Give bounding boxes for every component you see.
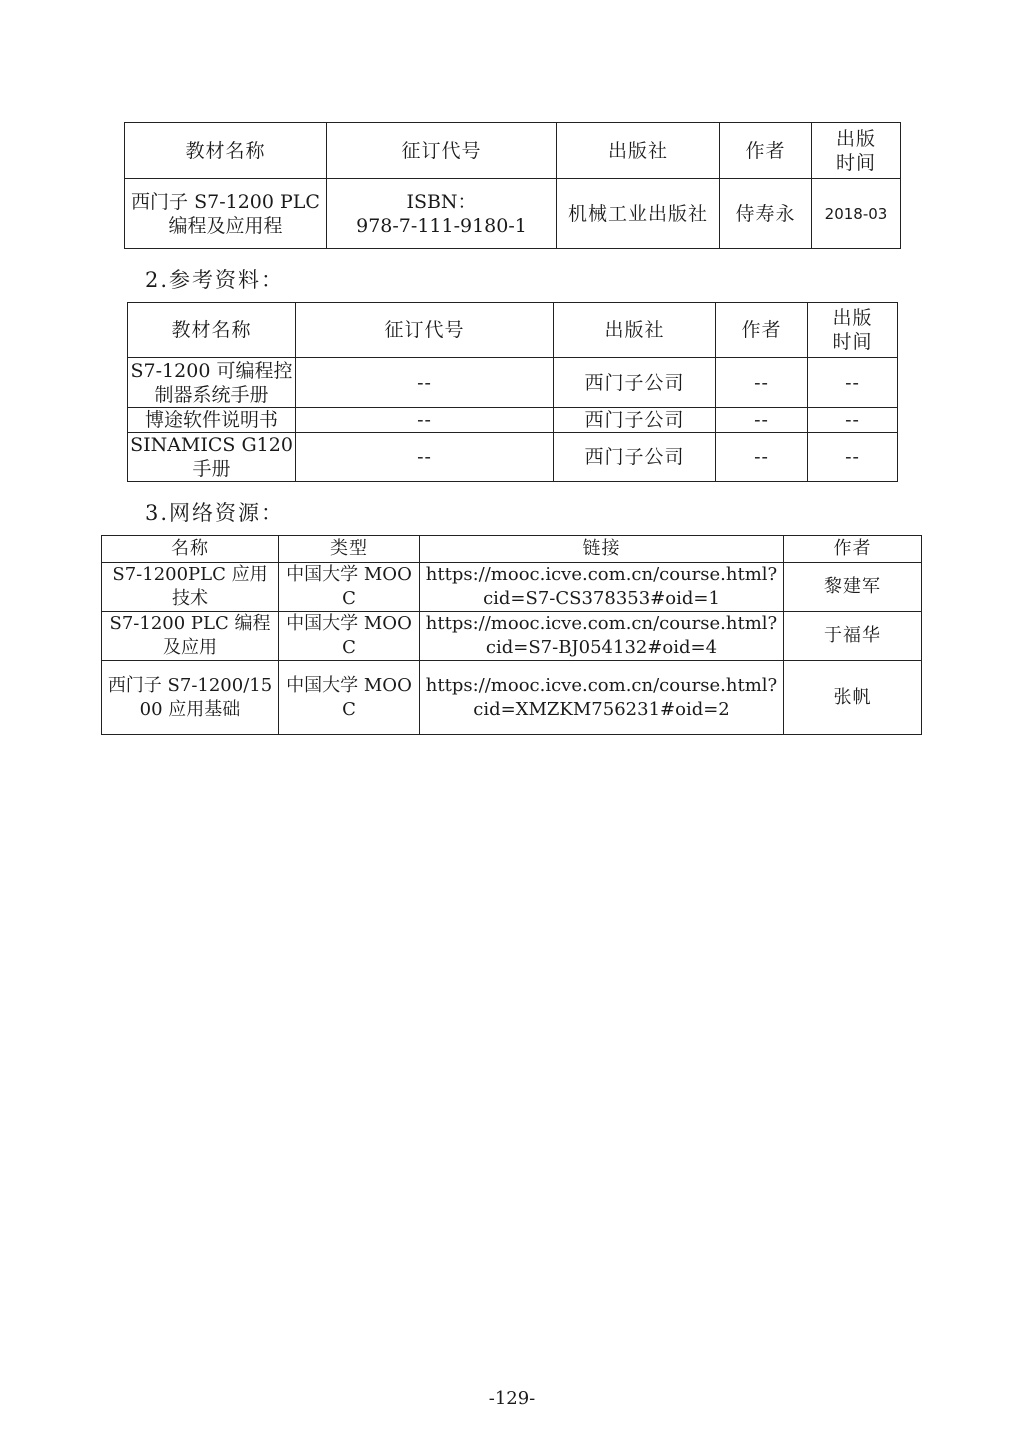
table-row xyxy=(102,612,922,661)
cell-publish-date: -- xyxy=(808,433,898,482)
cell-textbook-name: SINAMICS G120 手册 xyxy=(128,433,296,482)
cell-publisher: 西门子公司 xyxy=(554,433,716,482)
header-textbook-name: 教材名称 xyxy=(128,303,296,358)
header-publisher: 出版社 xyxy=(557,123,720,179)
references-table xyxy=(127,302,898,482)
table-row xyxy=(128,358,898,408)
cell-author: 张帆 xyxy=(784,661,922,735)
cell-author: -- xyxy=(716,433,808,482)
header-link: 链接 xyxy=(420,536,784,563)
cell-resource-type: 中国大学 MOOC xyxy=(279,563,420,612)
header-order-code: 征订代号 xyxy=(327,123,557,179)
cell-author: -- xyxy=(716,408,808,433)
page-number: -129- xyxy=(488,1388,536,1409)
header-publish-date: 出版 时间 xyxy=(812,123,901,179)
header-author: 作者 xyxy=(784,536,922,563)
cell-resource-type: 中国大学 MOOC xyxy=(279,612,420,661)
cell-author: 黎建军 xyxy=(784,563,922,612)
cell-author: 于福华 xyxy=(784,612,922,661)
header-type: 类型 xyxy=(279,536,420,563)
resource-link[interactable]: https://mooc.icve.com.cn/course.html?cid=S7-CS378353#oid=1 xyxy=(420,563,784,612)
header-author: 作者 xyxy=(716,303,808,358)
table-row xyxy=(102,661,922,735)
header-textbook-name: 教材名称 xyxy=(125,123,327,179)
textbook-table xyxy=(124,122,901,249)
cell-order-code: -- xyxy=(296,433,554,482)
table-row xyxy=(102,563,922,612)
header-name: 名称 xyxy=(102,536,279,563)
header-publisher: 出版社 xyxy=(554,303,716,358)
cell-publish-date: -- xyxy=(808,408,898,433)
cell-isbn: ISBN： 978-7-111-9180-1 xyxy=(327,179,557,249)
cell-publish-date: 2018-03 xyxy=(812,179,901,249)
online-resources-heading: 3.网络资源： xyxy=(145,501,285,525)
cell-resource-type: 中国大学 MOOC xyxy=(279,661,420,735)
cell-author: -- xyxy=(716,358,808,408)
header-publish-date: 出版 时间 xyxy=(808,303,898,358)
table-row xyxy=(128,433,898,482)
table-header-row xyxy=(128,303,898,358)
cell-order-code: -- xyxy=(296,408,554,433)
table-row xyxy=(125,179,901,249)
online-resources-table xyxy=(101,535,922,735)
cell-order-code: -- xyxy=(296,358,554,408)
resource-link[interactable]: https://mooc.icve.com.cn/course.html?cid=XMZKM756231#oid=2 xyxy=(420,661,784,735)
cell-publisher: 机械工业出版社 xyxy=(557,179,720,249)
table-header-row xyxy=(102,536,922,563)
header-author: 作者 xyxy=(720,123,812,179)
table-row xyxy=(128,408,898,433)
cell-textbook-name: 博途软件说明书 xyxy=(128,408,296,433)
cell-resource-name: 西门子 S7-1200/1500 应用基础 xyxy=(102,661,279,735)
references-heading: 2.参考资料： xyxy=(145,268,285,292)
cell-author: 侍寿永 xyxy=(720,179,812,249)
cell-publisher: 西门子公司 xyxy=(554,358,716,408)
cell-resource-name: S7-1200PLC 应用技术 xyxy=(102,563,279,612)
table-header-row xyxy=(125,123,901,179)
header-order-code: 征订代号 xyxy=(296,303,554,358)
cell-textbook-name: S7-1200 可编程控制器系统手册 xyxy=(128,358,296,408)
cell-publish-date: -- xyxy=(808,358,898,408)
cell-publisher: 西门子公司 xyxy=(554,408,716,433)
resource-link[interactable]: https://mooc.icve.com.cn/course.html?cid=S7-BJ054132#oid=4 xyxy=(420,612,784,661)
cell-resource-name: S7-1200 PLC 编程及应用 xyxy=(102,612,279,661)
cell-textbook-name: 西门子 S7-1200 PLC 编程及应用程 xyxy=(125,179,327,249)
